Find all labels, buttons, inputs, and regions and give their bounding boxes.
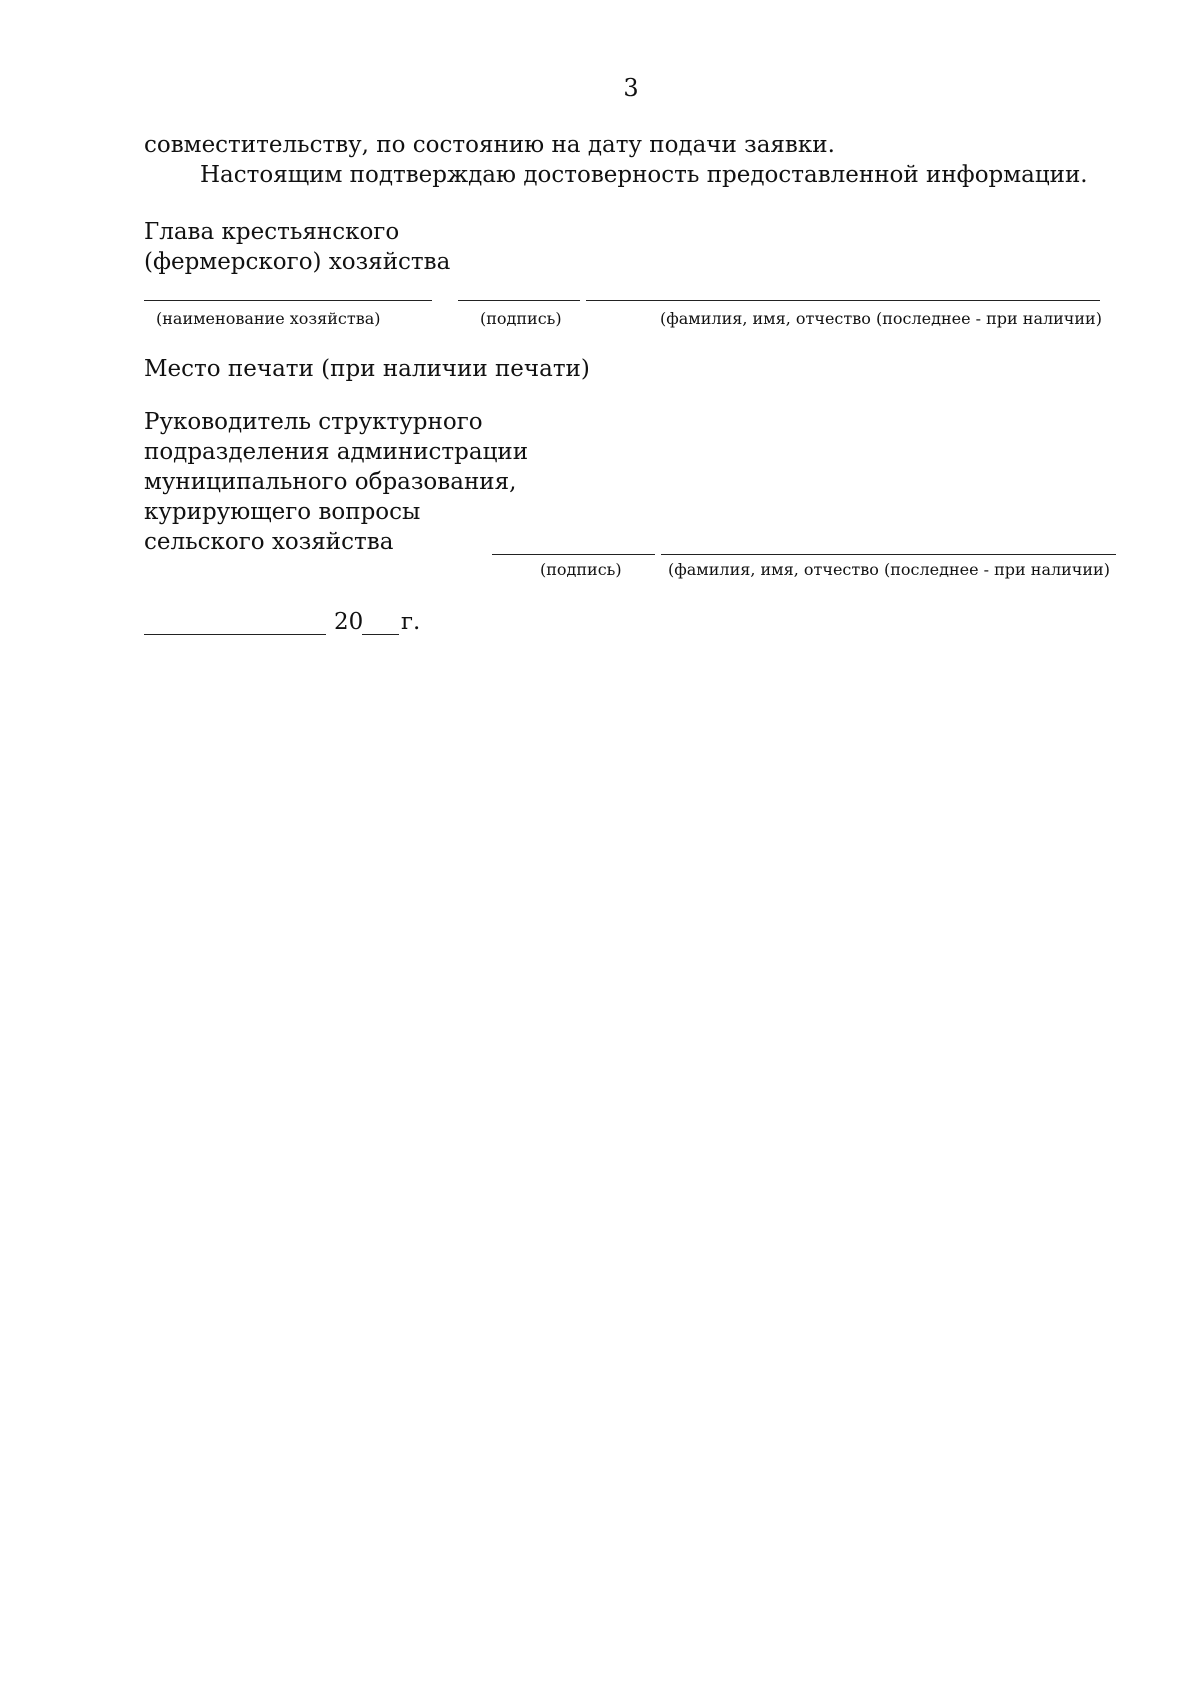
date-year-suffix: г. — [401, 609, 421, 635]
caption-manager-signature: (подпись) — [540, 560, 622, 579]
body-line-2: Настоящим подтверждаю достоверность предоставленной информации. — [200, 162, 1088, 188]
manager-line-2: подразделения администрации — [144, 439, 529, 465]
caption-manager-fio: (фамилия, имя, отчество (последнее - при наличии) — [668, 560, 1110, 579]
page-number: 3 — [623, 74, 639, 102]
caption-head-signature: (подпись) — [480, 309, 562, 328]
date-year-prefix: 20 — [334, 609, 364, 635]
manager-line-4: курирующего вопросы — [144, 499, 421, 525]
date-blank-line — [144, 634, 326, 635]
manager-line-3: муниципального образования, — [144, 469, 517, 495]
caption-farm-name: (наименование хозяйства) — [156, 309, 381, 328]
body-line-1: совместительству, по состоянию на дату подачи заявки. — [144, 132, 835, 158]
farm-name-line — [144, 300, 432, 301]
head-signature-line — [458, 300, 580, 301]
head-fio-line — [586, 300, 1100, 301]
manager-line-5: сельского хозяйства — [144, 529, 394, 555]
stamp-place-label: Место печати (при наличии печати) — [144, 356, 590, 382]
manager-fio-line — [661, 554, 1116, 555]
date-year-blank-line — [362, 634, 399, 635]
manager-signature-line — [492, 554, 655, 555]
head-title-line-2: (фермерского) хозяйства — [144, 249, 451, 275]
head-title-line-1: Глава крестьянского — [144, 219, 400, 245]
caption-head-fio: (фамилия, имя, отчество (последнее - при наличии) — [660, 309, 1102, 328]
manager-line-1: Руководитель структурного — [144, 409, 483, 435]
